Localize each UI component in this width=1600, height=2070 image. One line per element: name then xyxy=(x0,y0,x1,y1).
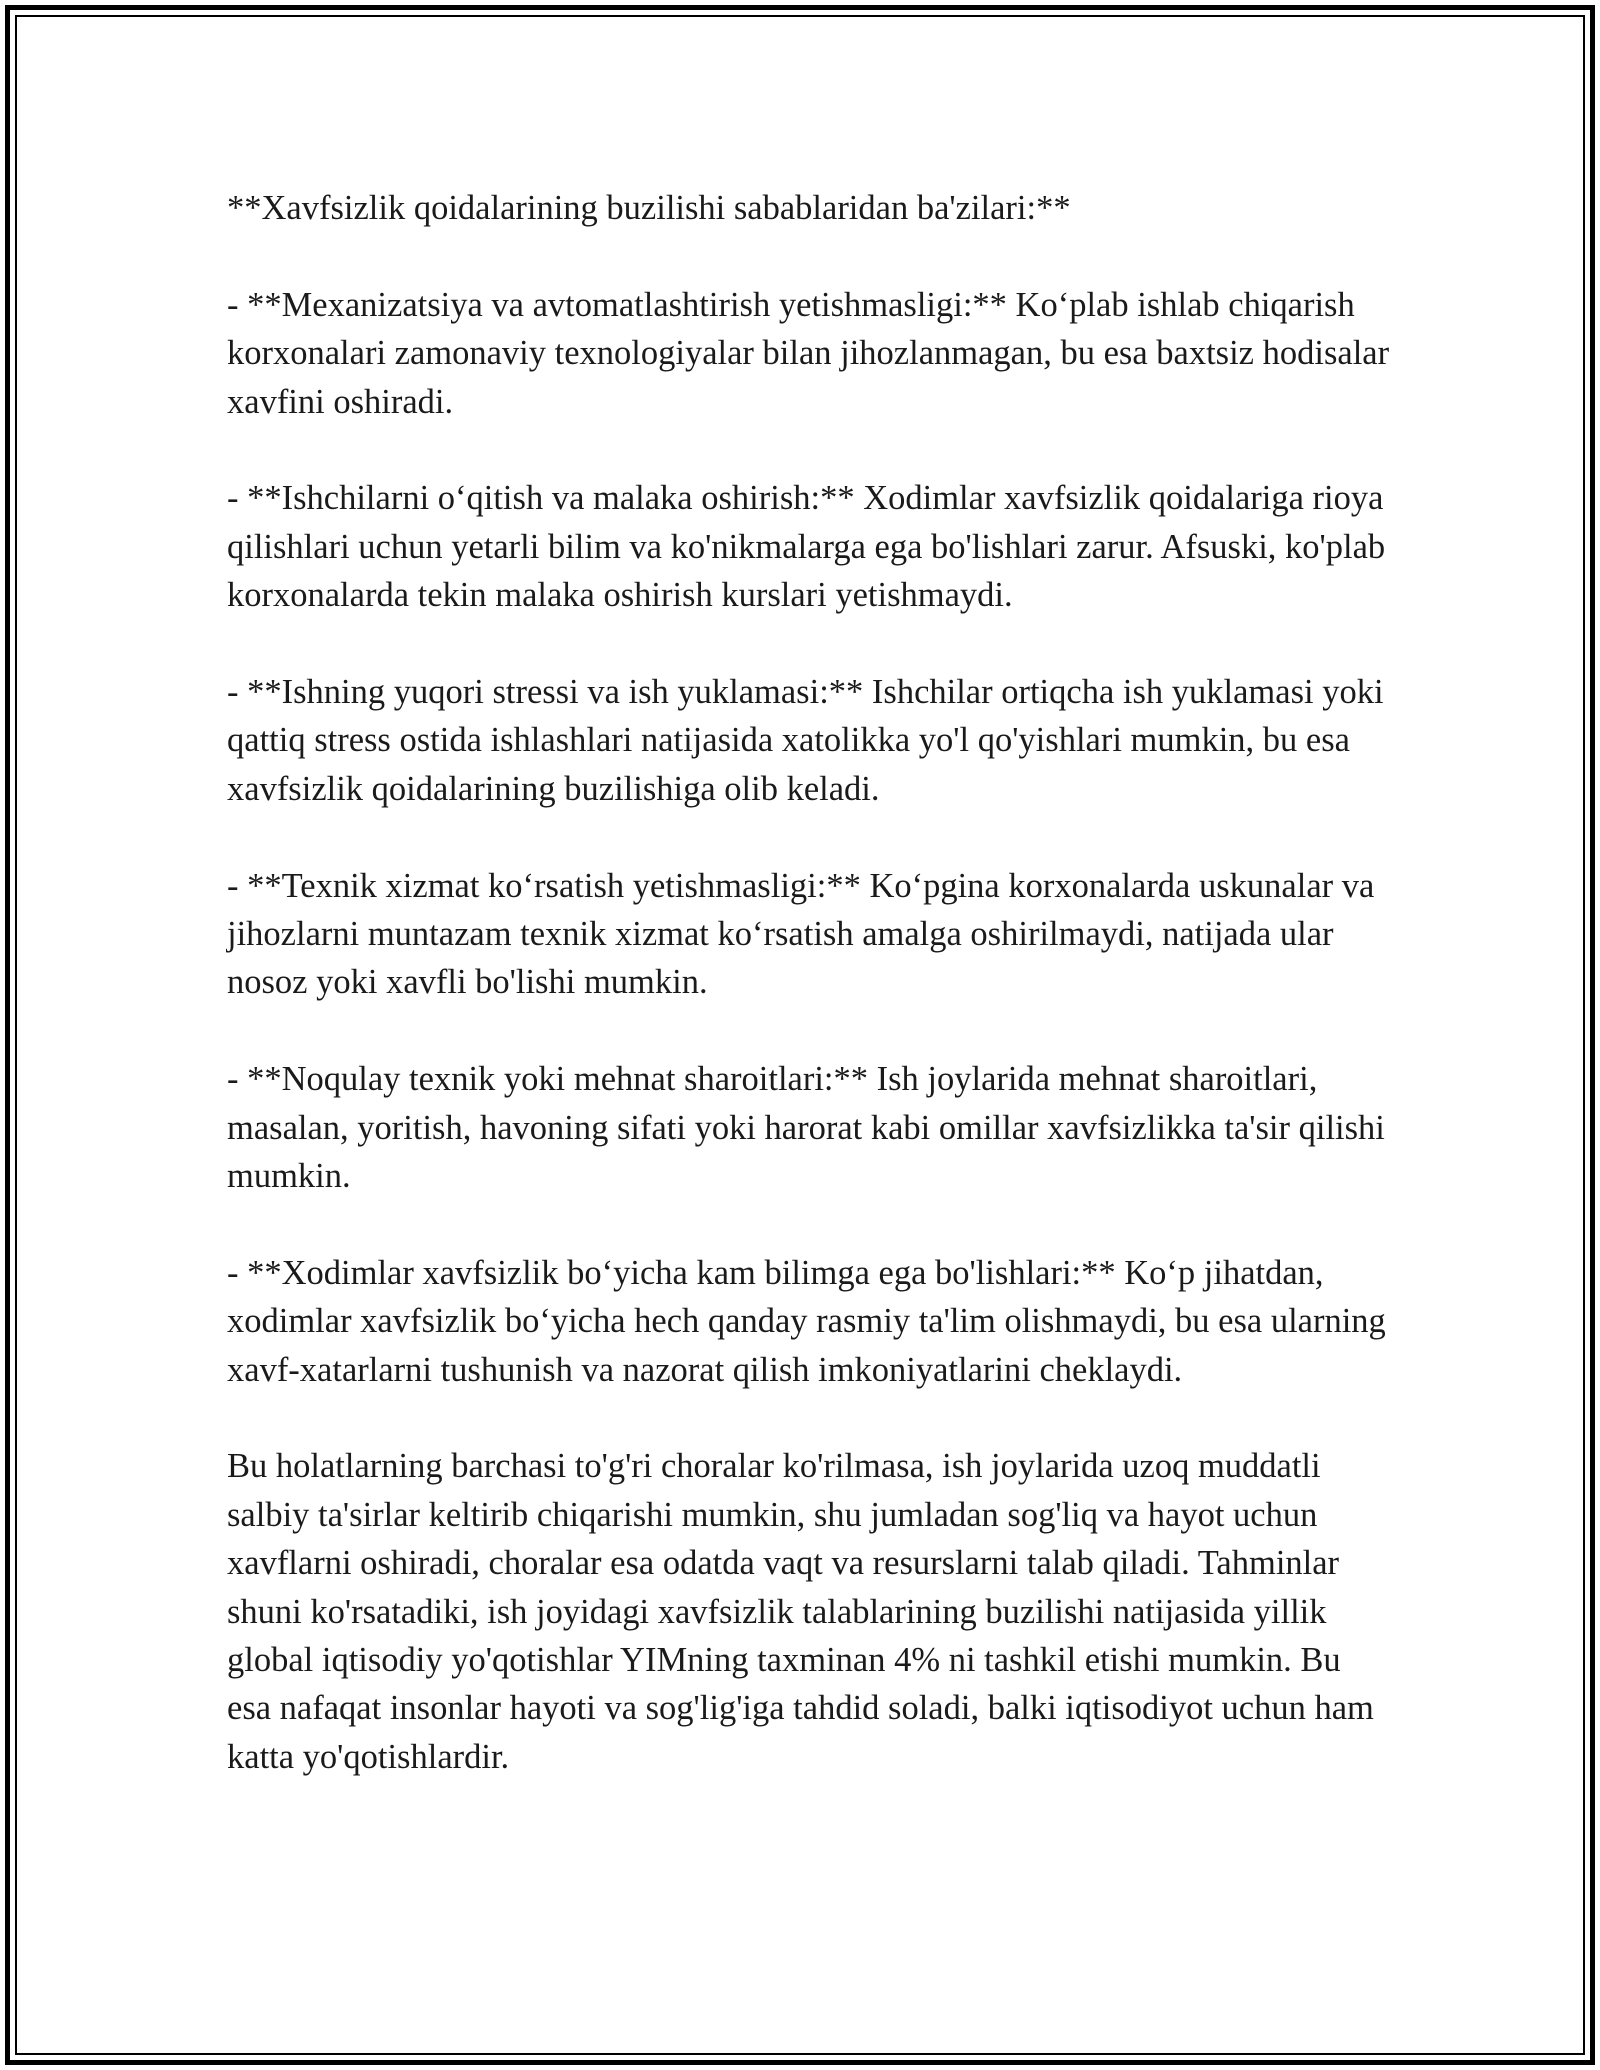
list-item-mechanization: - **Mexanizatsiya va avtomatlashtirish yetishmasligi:** Ko‘plab ishlab chiqarish korxonalari zamonaviy texnologiyalar bilan jihozlanmagan, bu esa baxtsiz hodisalar xavfini oshiradi. xyxy=(227,285,1390,421)
list-item-maintenance: - **Texnik xizmat ko‘rsatish yetishmasligi:** Ko‘pgina korxonalarda uskunalar va jihozlarni muntazam texnik xizmat ko‘rsatish amalga oshirilmaydi, natijada ular nosoz yoki xavfli bo'lishi mumkin. xyxy=(227,866,1375,1002)
conclusion-paragraph: Bu holatlarning barchasi to'g'ri choralar ko'rilmasa, ish joylarida uzoq muddatli salbiy ta'sirlar keltirib chiqarishi mumkin, shu jumladan sog'liq va hayot uchun xavflarni oshiradi, choralar esa odatda vaqt va resurslarni talab qiladi. Tahminlar shuni ko'rsatadiki, ish joyidagi xavfsizlik talablarining buzilishi natijasida yillik global iqtisodiy yo'qotishlar YIMning taxminan 4% ni tashkil etishi mumkin. Bu esa nafaqat insonlar hayoti va sog'lig'iga tahdid soladi, balki iqtisodiyot uchun ham katta yo'qotishlardir. xyxy=(227,1447,1374,1776)
document-body xyxy=(227,184,1392,1830)
list-item-stress: - **Ishning yuqori stressi va ish yuklamasi:** Ishchilar ortiqcha ish yuklamasi yoki qattiq stress ostida ishlashlari natijasida xatolikka yo'l qo'yishlari mumkin, bu esa xavfsizlik qoidalarining buzilishiga olib keladi. xyxy=(227,673,1384,808)
list-item-knowledge: - **Xodimlar xavfsizlik bo‘yicha kam bilimga ega bo'lishlari:** Ko‘p jihatdan, xodimlar xavfsizlik bo‘yicha hech qanday rasmiy ta'lim olishmaydi, bu esa ularning xavf-xatarlarni tushunish va nazorat qilish imkoniyatlarini cheklaydi. xyxy=(227,1253,1386,1389)
list-item-conditions: - **Noqulay texnik yoki mehnat sharoitlari:** Ish joylarida mehnat sharoitlari, masalan, yoritish, havoning sifati yoki harorat kabi omillar xavfsizlikka ta'sir qilishi mumkin. xyxy=(227,1060,1385,1196)
list-item-training: - **Ishchilarni o‘qitish va malaka oshirish:** Xodimlar xavfsizlik qoidalariga rioya qilishlari uchun yetarli bilim va ko'nikmalarga ega bo'lishlari zarur. Afsuski, ko'plab korxonalarda tekin malaka oshirish kurslari yetishmaydi. xyxy=(227,479,1386,615)
document-heading: **Xavfsizlik qoidalarining buzilishi sabablaridan ba'zilari:** xyxy=(227,189,1071,227)
